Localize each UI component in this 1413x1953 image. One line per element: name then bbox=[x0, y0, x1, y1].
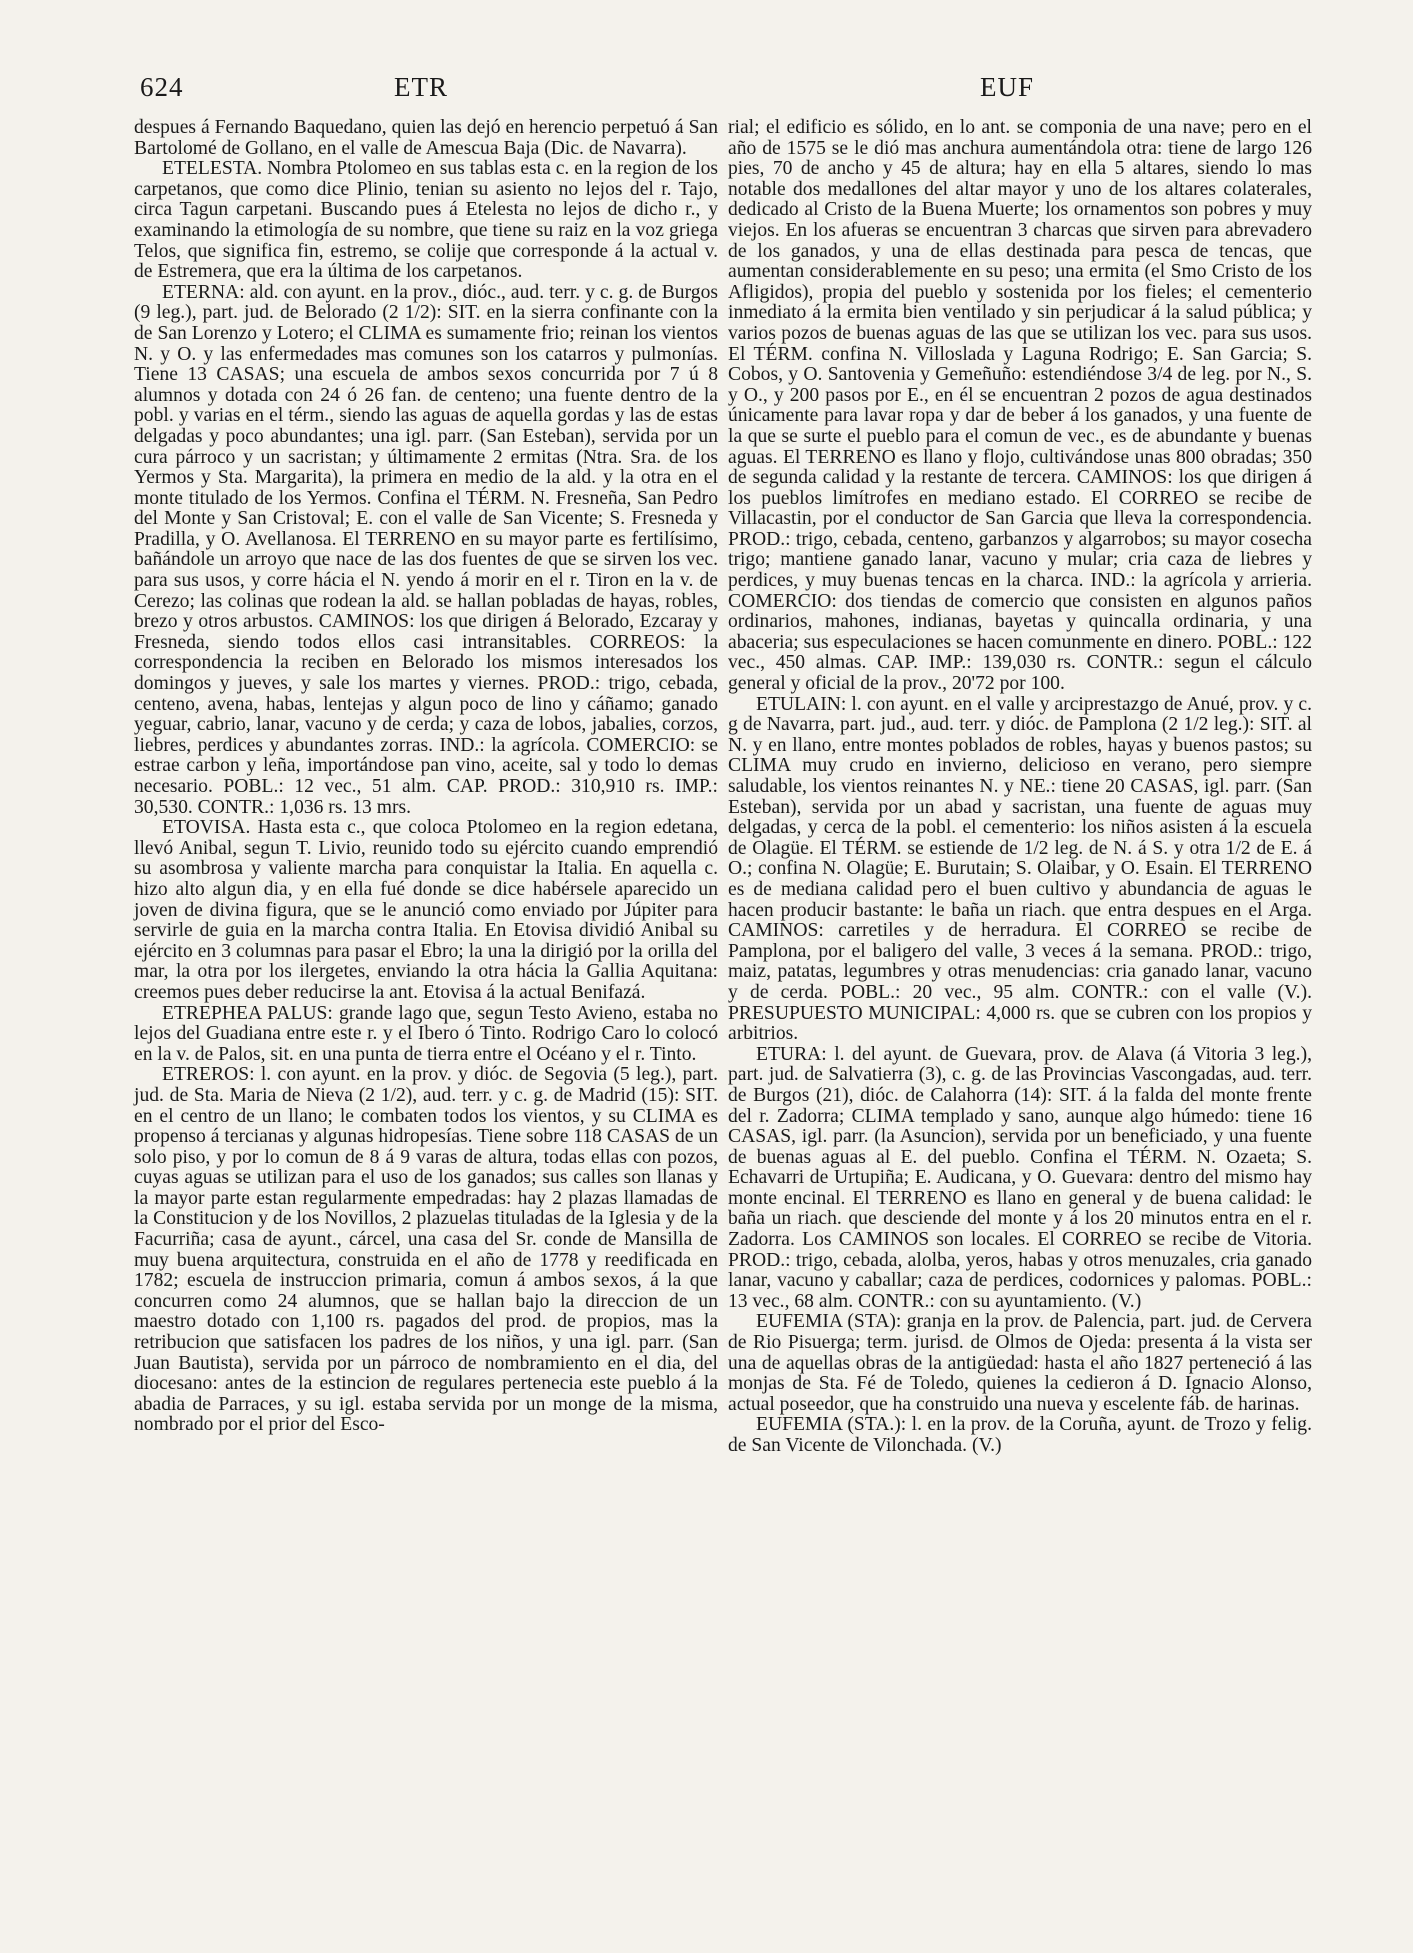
entry-etulain: ETULAIN: l. con ayunt. en el valle y arciprestazgo de Anué, prov. y c. g de Navarra, part. jud., aud. terr. y dióc. de Pamplona (2 1/2 leg.): SIT. al N. y en llano, entre montes poblados de robles, hayas y buenos pastos; su CLIMA muy crudo en invierno, delicioso en verano, pero siempre saludable, los vientos reinantes N. y NE.: tiene 20 CASAS, igl. parr. (San Esteban), servida por un abad y sacristan, una fuente de aguas muy delgadas, y cerca de la pobl. el cementerio: los niños asisten á la escuela de Olagüe. El TÉRM. se estiende de 1/2 leg. de N. á S. y otra 1/2 de E. á O.; confina N. Olagüe; E. Burutain; S. Olaibar, y O. Esain. El TERRENO es de mediana calidad pero el buen cultivo y abundancia de aguas le hacen producir bastante: le baña un riach. que entra despues en el Arga. CAMINOS: carretiles y de herradura. El CORREO se recibe de Pamplona, por el baligero del valle, 3 veces á la semana. PROD.: trigo, maiz, patatas, legumbres y otras menudencias: cria ganado lanar, vacuno y de cerda. POBL.: 20 vec., 95 alm. CONTR.: con el valle (V.). PRESUPUESTO MUNICIPAL: 4,000 rs. que se cubren con los propios y arbitrios. bbox=[728, 693, 1312, 1045]
left-running-head: ETR bbox=[394, 72, 448, 102]
entry-etrephea-palus: ETREPHEA PALUS: grande lago que, segun Testo Avieno, estaba no lejos del Guadiana entre este r. y el Ibero ó Tinto. Rodrigo Caro lo colocó en la v. de Palos, sit. en una punta de tierra entre el Océano y el r. Tinto. bbox=[134, 1002, 718, 1065]
entry-etovisa: ETOVISA. Hasta esta c., que coloca Ptolomeo en la region edetana, llevó Anibal, segun T. Livio, reunido todo su ejército cuando emprendió su asombrosa y valiente marcha para conquistar la Italia. En aquella c. hizo alto algun dia, y en ella fué donde se dice habérsele aparecido un joven de divina figura, que se le anunció como enviado por Júpiter para servirle de guia en la marcha contra Italia. En Etovisa dividió Anibal su ejército en 3 columnas para pasar el Ebro; la una la dirigió por la orilla del mar, la otra por los ilergetes, enviando la otra hácia la Gallia Aquitana: creemos pues deber reducirse la ant. Etovisa á la actual Benifazá. bbox=[134, 817, 718, 1003]
page-number: 624 bbox=[140, 72, 184, 102]
entry-eterna: ETERNA: ald. con ayunt. en la prov., dióc., aud. terr. y c. g. de Burgos (9 leg.), part. jud. de Belorado (2 1/2): SIT. en la sierra confinante con la de San Lorenzo y Lotero; el CLIMA es sumamente frio; reinan los vientos N. y O. y las enfermedades mas comunes son los catarros y pulmonías. Tiene 13 CASAS; una escuela de ambos sexos concurrida por 7 ú 8 alumnos y dotada con 24 ó 26 fan. de centeno; una fuente dentro de la pobl. y varias en el térm., siendo las aguas de aquella gordas y las de estas delgadas y poco abundantes; una igl. parr. (San Esteban), servida por un cura párroco y un sacristan; y últimamente 2 ermitas (Ntra. Sra. de los Yermos y Sta. Margarita), la primera en medio de la ald. y la otra en el monte titulado de los Yermos. Confina el TÉRM. N. Fresneña, San Pedro del Monte y San Cristoval; E. con el valle de San Vicente; S. Fresneda y Pradilla, y O. Avellanosa. El TERRENO en su mayor parte es fertilísimo, bañándole un arroyo que nace de las dos fuentes de que se sirven los vec. para sus usos, y corre hácia el N. yendo á morir en el r. Tiron en la v. de Cerezo; las colinas que rodean la ald. se hallan pobladas de hayas, robles, brezo y otros arbustos. CAMINOS: los que dirigen á Belorado, Ezcaray y Fresneda, siendo todos ellos casi intransitables. CORREOS: la correspondencia la reciben en Belorado los mismos interesados los domingos y jueves, y sale los martes y viernes. PROD.: trigo, cebada, centeno, avena, habas, lentejas y algun poco de lino y cáñamo; ganado yeguar, cabrio, lanar, vacuno y de cerda; y caza de lobos, jabalies, corzos, liebres, perdices y abundantes zorras. IND.: la agrícola. COMERCIO: se estrae carbon y leña, importándose pan vino, aceite, sal y todo lo demas necesario. POBL.: 12 vec., 51 alm. CAP. PROD.: 310,910 rs. IMP.: 30,530. CONTR.: 1,036 rs. 13 mrs. bbox=[134, 281, 718, 818]
right-column bbox=[728, 118, 1312, 1457]
entry-etreros: ETREROS: l. con ayunt. en la prov. y dióc. de Segovia (5 leg.), part. jud. de Sta. Maria de Nieva (2 1/2), aud. terr. y c. g. de Madrid (15): SIT. en el centro de un llano; le combaten todos los vientos, y su CLIMA es propenso á tercianas y algunas hidropesías. Tiene sobre 118 CASAS de un solo piso, y por lo comun de 8 á 9 varas de altura, todas ellas con pozos, cuyas aguas se utilizan para el uso de los ganados; sus calles son llanas y la mayor parte estan regularmente empedradas: hay 2 plazas llamadas de la Constitucion y de los Novillos, 2 plazuelas tituladas de la Iglesia y de la Facurriña; casa de ayunt., cárcel, una casa del Sr. conde de Mansilla de muy buena arquitectura, construida en el año de 1778 y reedificada en 1782; escuela de instruccion primaria, comun á ambos sexos, á la que concurren como 24 alumnos, que se hallan bajo la direccion de un maestro dotado con 1,100 rs. pagados del prod. de propios, mas la retribucion que satisfacen los padres de los niños, y una igl. parr. (San Juan Bautista), servida por un párroco de nombramiento en el dia, del diocesano: antes de la estincion de regulares pertenecia este pueblo á la abadia de Parraces, y su igl. estaba servida por un monge de la misma, nombrado por el prior del Esco- bbox=[134, 1064, 718, 1436]
entry-etura: ETURA: l. del ayunt. de Guevara, prov. de Alava (á Vitoria 3 leg.), part. jud. de Salvatierra (3), c. g. de las Provincias Vascongadas, aud. terr. de Burgos (21), dióc. de Calahorra (14): SIT. á la falda del monte frente del r. Zadorra; CLIMA templado y sano, aunque algo húmedo: tiene 16 CASAS, igl. parr. (la Asuncion), servida por un beneficiado, y una fuente de buenas aguas al E. del pueblo. Confina el TÉRM. N. Ozaeta; S. Echavarri de Urtupiña; E. Audicana, y O. Guevara: dentro del mismo hay monte encinal. El TERRENO es llano en general y de buena calidad: le baña un riach. que desciende del monte y á los 20 minutos entra en el r. Zadorra. Los CAMINOS son locales. El CORREO se recibe de Vitoria. PROD.: trigo, cebada, alolba, yeros, habas y otros menuzales, cria ganado lanar, vacuno y caballar; caza de perdices, codornices y palomas. POBL.: 13 vec., 68 alm. CONTR.: con su ayuntamiento. (V.) bbox=[728, 1043, 1312, 1312]
entry-eufemia-granja: EUFEMIA (STA): granja en la prov. de Palencia, part. jud. de Cervera de Rio Pisuerga; term. jurisd. de Olmos de Ojeda: presenta á la vista ser una de aquellas obras de la antigüedad: hasta el año 1827 perteneció á las monjas de Sta. Fé de Toledo, quienes la cedieron á D. Ignacio Alonso, actual poseedor, que ha construido una nueva y escelente fáb. de harinas. bbox=[728, 1311, 1312, 1415]
entry-etelesta: ETELESTA. Nombra Ptolomeo en sus tablas esta c. en la region de los carpetanos, que como dice Plinio, tenian su asiento no lejos del r. Tajo, circa Tagun carpetani. Buscando pues á Etelesta no lejos de dicho r., y examinando la etimología de su nombre, que tiene su raiz en la voz griega Telos, que significa fin, estremo, se colije que corresponde á la actual v. de Estremera, que era la última de los carpetanos. bbox=[134, 158, 718, 283]
right-running-head: EUF bbox=[980, 72, 1035, 102]
entry-eufemia-lugar: EUFEMIA (STA.): l. en la prov. de la Coruña, ayunt. de Trozo y felig. de San Vicente de Vilonchada. (V.) bbox=[728, 1414, 1312, 1456]
entry-etreros-continued: rial; el edificio es sólido, en lo ant. se componia de una nave; pero en el año de 1575 se le dió mas anchura aumentándola otra: tiene de largo 126 pies, 70 de ancho y 45 de altura; hay en ella 5 altares, siendo lo mas notable dos medallones del altar mayor y uno de los altares colaterales, dedicado al Cristo de la Buena Muerte; los ornamentos son pobres y muy viejos. En los afueras se encuentran 3 charcas que sirven para abrevadero de los ganados, y una de ellas destinada para pesca de tencas, que aumentan considerablemente en su peso; una ermita (el Smo Cristo de los Afligidos), propia del pueblo y sostenida por los fieles; el cementerio inmediato á la ermita bien ventilado y sin perjudicar á la salud pública; y varios pozos de buenas aguas de las que se utilizan los vec. para sus usos. El TÉRM. confina N. Villoslada y Laguna Rodrigo; E. San Garcia; S. Cobos, y O. Santovenia y Gemeñuño: estendiéndose 3/4 de leg. por N., S. y O., y 200 pasos por E., en él se encuentran 2 pozos de agua destinados únicamente para lavar ropa y dar de beber á los ganados, y una fuente de la que se surte el pueblo para el comun de vec., es de abundante y buenas aguas. El TERRENO es llano y flojo, cultivándose unas 800 obradas; 350 de segunda calidad y la restante de tercera. CAMINOS: los que dirigen á los pueblos limítrofes en mediano estado. El CORREO se recibe de Villacastin, por el conductor de San Garcia que lleva la correspondencia. PROD.: trigo, cebada, centeno, garbanzos y algarrobos; su mayor cosecha trigo; mantiene ganado lanar, vacuno y mular; cria caza de liebres y perdices, y muy buenas tencas en la charca. IND.: la agrícola y arrieria. COMERCIO: dos tiendas de comercio que consisten en algunos paños ordinarios, mahones, indianas, bayetas y quincalla ordinaria, y una abaceria; sus especulaciones se hacen comunmente en dinero. POBL.: 122 vec., 450 almas. CAP. IMP.: 139,030 rs. CONTR.: segun el cálculo general y oficial de la prov., 20'72 por 100. bbox=[728, 117, 1312, 695]
running-head bbox=[136, 72, 1316, 112]
entry-continuation-gollano: despues á Fernando Baquedano, quien las dejó en herencio perpetuó á San Bartolomé de Gollano, en el valle de Amescua Baja (Dic. de Navarra). bbox=[134, 117, 718, 159]
left-column bbox=[134, 118, 718, 1436]
